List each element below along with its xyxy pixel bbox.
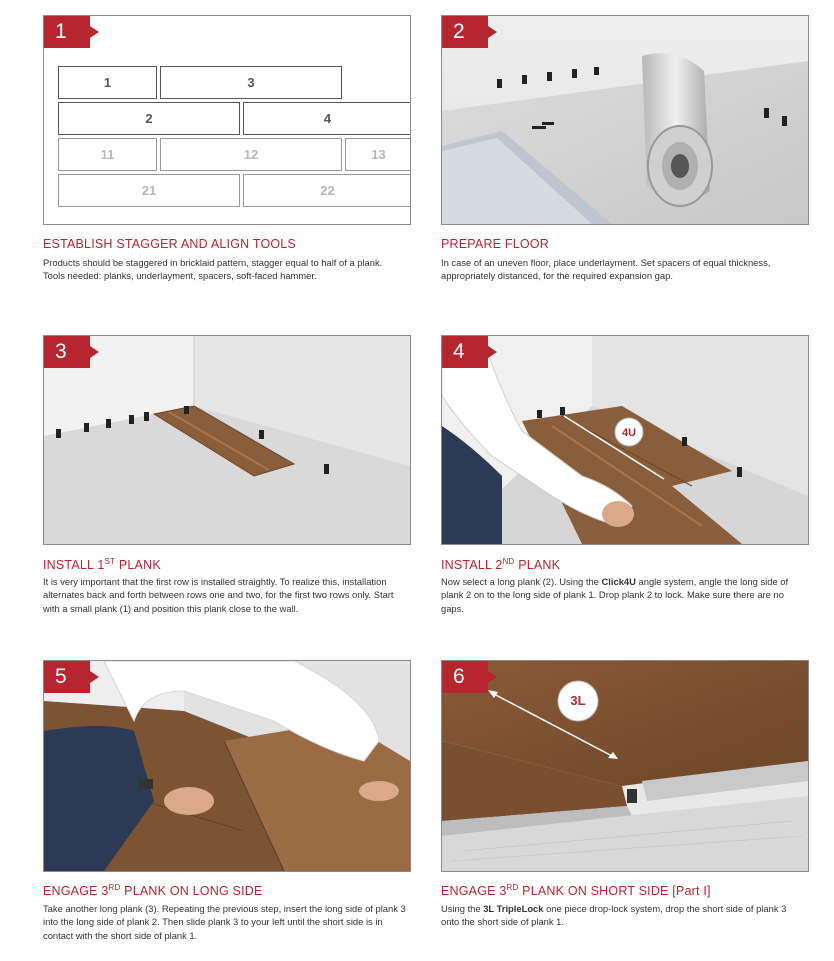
step-6-title: ENGAGE 3RD PLANK ON SHORT SIDE [Part I] (441, 883, 711, 899)
step-4-panel (441, 335, 809, 545)
click4u-logo: 4U (621, 427, 637, 439)
step-4-title: INSTALL 2ND PLANK (441, 557, 561, 573)
triplelock-logo: 3L (570, 693, 586, 708)
first-plank-photo (44, 336, 410, 544)
step-4-badge: 4 (442, 336, 488, 368)
plank-4: 4 (243, 102, 411, 135)
long-side-photo (44, 661, 410, 871)
step-5-panel (43, 660, 411, 872)
step-3-badge: 3 (44, 336, 90, 368)
step-2-body: In case of an uneven floor, place underlayment. Set spacers of equal thickness, appropriately distanced, for the required expansion gap. (441, 257, 771, 282)
plank-12: 12 (160, 138, 342, 171)
step-3-title: INSTALL 1ST PLANK (43, 557, 161, 573)
step-4-body: Now select a long plank (2). Using the Click4U angle system, angle the long side of plank 2 on to the long side of plank 1. Drop plank 2 to lock. Make sure there are no gaps. (441, 576, 789, 614)
plank-1: 1 (58, 66, 157, 99)
plank-21: 21 (58, 174, 240, 207)
step-2-panel (441, 15, 809, 225)
step-6-badge: 6 (442, 661, 488, 693)
plank-13: 13 (345, 138, 411, 171)
step-5-body: Take another long plank (3). Repeating the previous step, insert the long side of plank 3 into the long side of plank 2. Then slide plank 3 to your left until the short side is in contact with the short side of plank 1. (43, 903, 406, 941)
short-side-photo (442, 661, 808, 871)
step-2-badge: 2 (442, 16, 488, 48)
step-5-title: ENGAGE 3RD PLANK ON LONG SIDE (43, 883, 263, 899)
step-6-body: Using the 3L TripleLock one piece drop-lock system, drop the short side of plank 3 onto the short side of plank 1. (441, 903, 787, 928)
step-5-badge: 5 (44, 661, 90, 693)
step-6-panel (441, 660, 809, 872)
step-1-badge: 1 (44, 16, 90, 48)
step-1-body: Products should be staggered in bricklaid pattern, stagger equal to half of a plank. Tools needed: planks, underlayment, spacers, soft-faced hammer. (43, 257, 383, 282)
plank-11: 11 (58, 138, 157, 171)
plank-22: 22 (243, 174, 411, 207)
step-3-body: It is very important that the first row is installed straightly. To realize this, installation alternates back and forth between rows one and two, for the first two rows only. Start with a small plank (1) and position this plank close to the wall. (43, 576, 394, 614)
underlayment-photo (442, 16, 808, 224)
step-1-title: ESTABLISH STAGGER AND ALIGN TOOLS (43, 237, 296, 251)
step-2-title: PREPARE FLOOR (441, 237, 549, 251)
plank-3: 3 (160, 66, 342, 99)
step-3-panel (43, 335, 411, 545)
plank-2: 2 (58, 102, 240, 135)
step-1-panel (43, 15, 411, 225)
